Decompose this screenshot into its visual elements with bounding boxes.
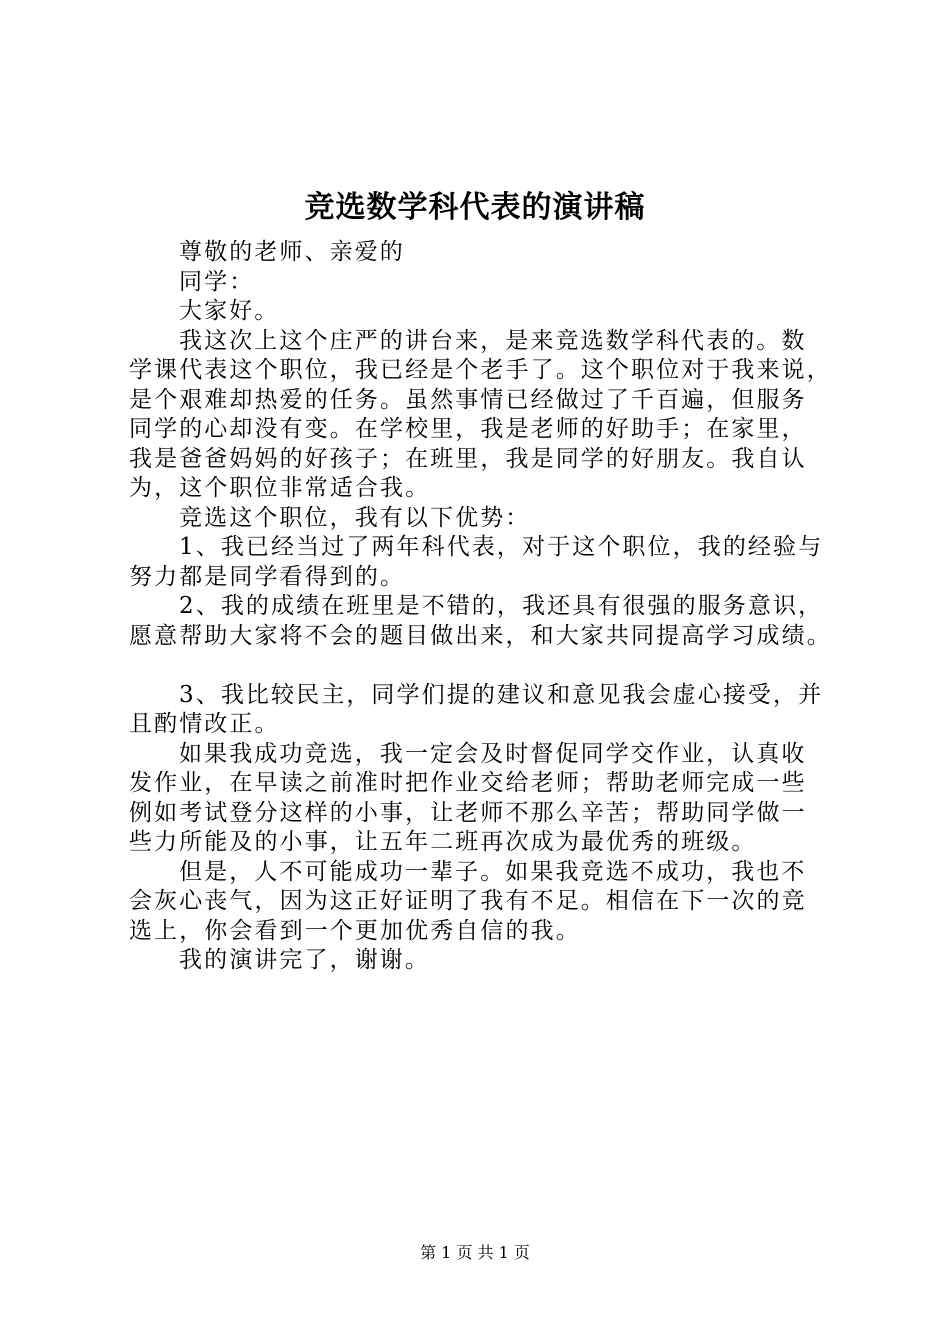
paragraph-line: 但是，人不可能成功一辈子。如果我竞选不成功，我也不: [179, 858, 807, 885]
paragraph-line: 如果我成功竞选，我一定会及时督促同学交作业，认真收: [179, 740, 807, 767]
paragraph-line: 为，这个职位非常适合我。: [129, 475, 431, 501]
document-title: 竞选数学科代表的演讲稿: [304, 190, 646, 225]
closing-line: 我的演讲完了，谢谢。: [179, 947, 430, 973]
list-item-line: 且酌情改正。: [129, 711, 280, 737]
paragraph-line: 同学的心却没有变。在学校里，我是老师的好助手；在家里，: [129, 416, 807, 442]
document-body: [129, 238, 837, 976]
paragraph-line: 是个艰难却热爱的任务。虽然事情已经做过了千百遍，但服务: [129, 386, 807, 413]
paragraph-line: 选上，你会看到一个更加优秀自信的我。: [129, 917, 581, 944]
greeting-line: 同学：: [179, 268, 255, 295]
list-item-line: 1、我已经当过了两年科代表，对于这个职位，我的经验与: [179, 534, 824, 560]
paragraph-line: 学课代表这个职位，我已经是个老手了。这个职位对于我来说，: [129, 357, 832, 383]
list-item-line: 愿意帮助大家将不会的题目做出来，和大家共同提高学习成绩。: [129, 622, 832, 649]
paragraph-line: 例如考试登分这样的小事，让老师不那么辛苦；帮助同学做一: [129, 799, 807, 826]
greeting-line: 尊敬的老师、亲爱的: [179, 239, 405, 265]
paragraph-line: 我是爸爸妈妈的好孩子；在班里，我是同学的好朋友。我自认: [129, 445, 807, 472]
paragraph-line: 发作业，在早读之前准时把作业交给老师；帮助老师完成一些: [129, 770, 807, 796]
paragraph-line: 我这次上这个庄严的讲台来，是来竞选数学科代表的。数: [179, 327, 807, 354]
page-number-footer: 第 1 页 共 1 页: [420, 1243, 530, 1262]
greeting-line: 大家好。: [179, 298, 280, 324]
list-item-line: 2、我的成绩在班里是不错的，我还具有很强的服务意识，: [179, 593, 824, 619]
paragraph-line: 些力所能及的小事，让五年二班再次成为最优秀的班级。: [129, 829, 757, 855]
paragraph-line: 会灰心丧气，因为这正好证明了我有不足。相信在下一次的竞: [129, 888, 807, 914]
list-item-line: 3、我比较民主，同学们提的建议和意见我会虚心接受，并: [179, 681, 824, 708]
paragraph-line: 竞选这个职位，我有以下优势：: [179, 504, 531, 531]
blank-line: [129, 651, 837, 681]
list-item-line: 努力都是同学看得到的。: [129, 563, 406, 590]
